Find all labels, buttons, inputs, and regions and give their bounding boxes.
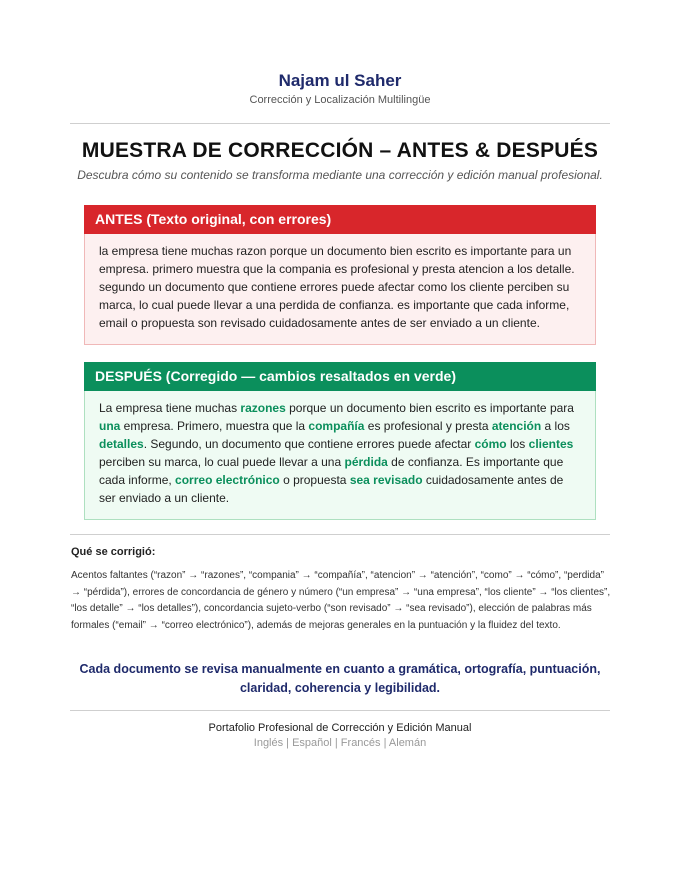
text-segment: La empresa tiene muchas [99, 401, 241, 415]
text-segment: . Segundo, un documento que contiene errores puede afectar [143, 437, 475, 451]
header-divider [70, 123, 610, 124]
text-segment: de confianza. Es importante que cada informe, [99, 455, 564, 487]
highlighted-correction: correo electrónico [175, 473, 280, 487]
after-panel [84, 362, 596, 520]
text-segment: o propuesta [279, 473, 350, 487]
footer-title: Portafolio Profesional de Corrección y Edición Manual [208, 722, 472, 734]
highlighted-correction: razones [240, 401, 286, 415]
text-segment: a los [541, 419, 570, 433]
section-divider [70, 534, 610, 535]
before-heading: ANTES (Texto original, con errores) [84, 205, 596, 234]
text-segment: es profesional y presta [364, 419, 492, 433]
after-text [84, 391, 596, 520]
text-segment: cuidadosamente antes de ser enviado a un cliente. [99, 473, 564, 505]
highlighted-correction: atención [491, 419, 542, 433]
highlighted-correction: detalles [99, 437, 144, 451]
footer-languages: Inglés | Español | Francés | Alemán [253, 737, 427, 749]
highlighted-correction: una [99, 419, 121, 433]
highlighted-correction: sea revisado [349, 473, 423, 487]
text-segment: los [506, 437, 529, 451]
corrections-text: Acentos faltantes (“razon” → “razones”, “compania” → “compañía”, “atencion” → “atención”, “como” → “cómo”, “perdida” → “pérdida”), errores de concordancia de género y número (“un empresa” → “una empresa”, “los cliente” → “los clientes”, “los detalle” → “los detalles”), concordancia sujeto-verbo (“son revisado” → “sea revisado”), elección de palabras más formales (“email” → “correo electrónico”), además de mejoras generales en la puntuación y la fluidez del texto. [71, 570, 611, 631]
before-text: la empresa tiene muchas razon porque un documento bien escrito es importante para un empresa. primero muestra que la compania es profesional y presta atencion a los detalle. segundo un documento que contiene errores puede afectar como los cliente perciben su marca, lo cual puede llevar a una perdida de confianza. es importante que cada informe, email o propuesta son revisado cuidadosamente antes de ser enviado a un cliente. [84, 234, 596, 345]
footer-divider [70, 710, 610, 711]
highlighted-correction: pérdida [344, 455, 388, 469]
page-title: MUESTRA DE CORRECCIÓN – ANTES & DESPUÉS [81, 139, 599, 162]
text-segment: porque un documento bien escrito es importante para [285, 401, 574, 415]
highlighted-correction: compañía [308, 419, 365, 433]
before-panel [84, 205, 596, 345]
highlighted-correction: clientes [528, 437, 574, 451]
author-tagline: Corrección y Localización Multilingüe [249, 94, 431, 106]
page-subtitle: Descubra cómo su contenido se transforma mediante una corrección y edición manual profesional. [77, 168, 603, 182]
corrections-title: Qué se corrigió: [71, 546, 156, 558]
text-segment: perciben su marca, lo cual puede llevar a una [99, 455, 345, 469]
text-segment: empresa. Primero, muestra que la [120, 419, 309, 433]
author-name: Najam ul Saher [278, 71, 402, 90]
highlighted-correction: cómo [474, 437, 507, 451]
after-heading: DESPUÉS (Corregido — cambios resaltados en verde) [84, 362, 596, 391]
closing-statement: Cada documento se revisa manualmente en cuanto a gramática, ortografía, puntuación, claridad, coherencia y legibilidad. [79, 662, 601, 695]
